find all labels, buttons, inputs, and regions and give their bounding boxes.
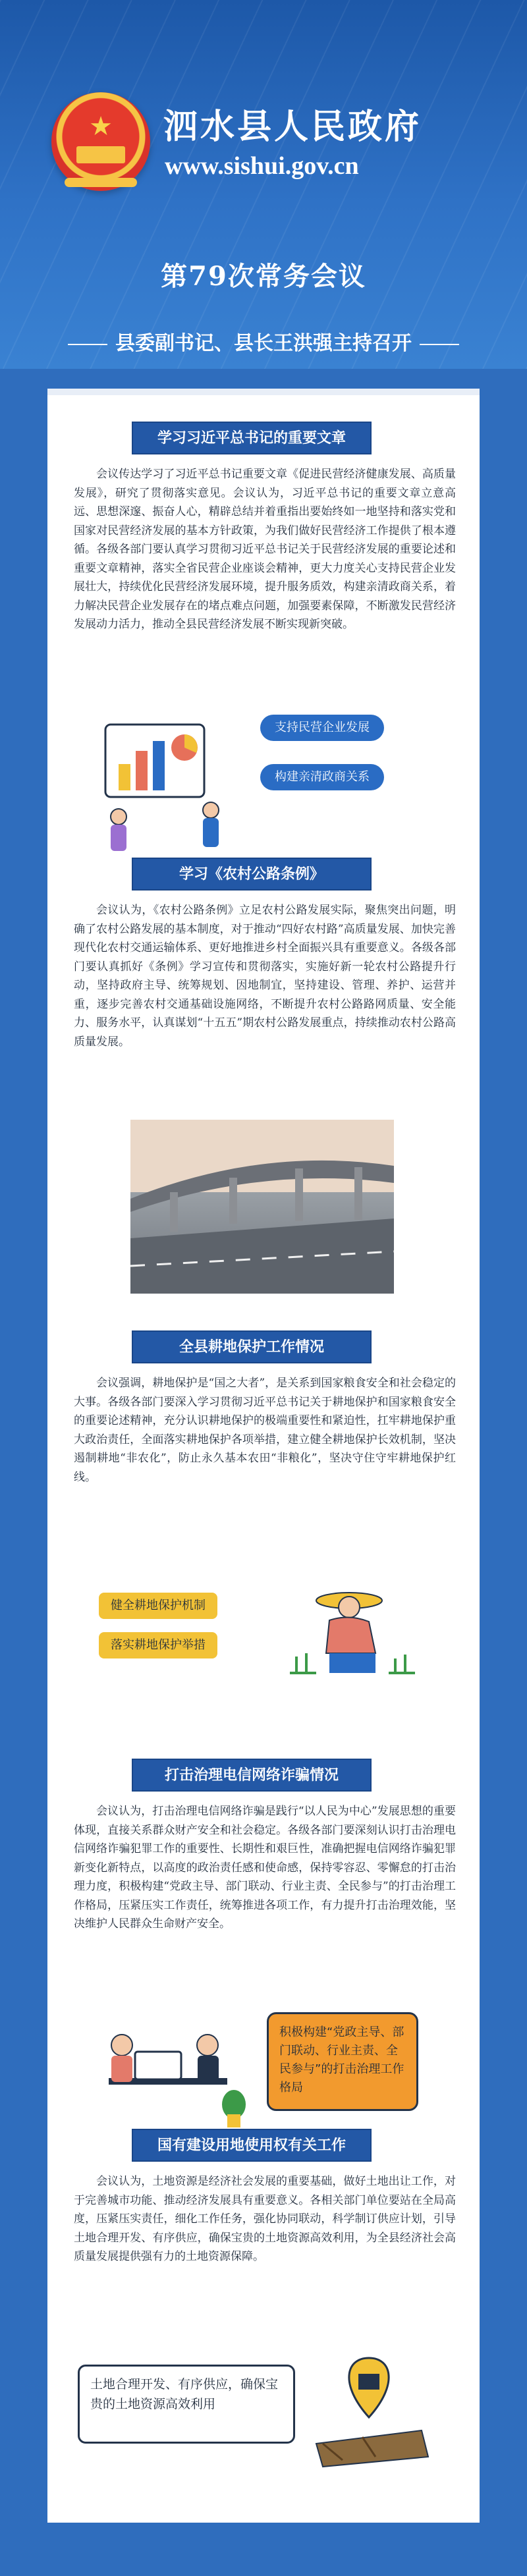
section-body-3: 会议强调，耕地保护是“国之大者”，是关系到国家粮食安全和社会稳定的大事。各级各部门要深入学习贯彻习近平总书记关于耕地保护和国家粮食安全的重要论述精神，充分认识耕地保护的极端重要性和紧迫性，扛牢耕地保护重大政治责任，全面落实耕地保护各项举措，建立健全耕地保护长效机制，坚决遏制耕地“非农化”，防止永久基本农田“非粮化”，坚决守住守牢耕地保护红线。 (74, 1377, 456, 1484)
site-url: www.sishui.gov.cn (165, 152, 359, 180)
section-body-2: 会议认为，《农村公路条例》立足农村公路发展实际，聚焦突出问题，明确了农村公路发展的基本制度，对于推动“四好农村路”高质量发展、加快完善现代化农村交通运输体系、更好地推进乡村全面振兴具有重要意义。各级各部门要认真抓好《条例》学习宣传和贯彻落实，实施好新一轮农村公路提升行动，坚持政府主导、统筹规划、因地制宜，坚持建设、管理、养护、运营并重，逐步完善农村交通基础设施网络，不断提升农村公路路网质量、安全能力、服务水平，认真谋划“十五五”期农村公路发展重点，持续推动农村公路高质量发展。 (74, 904, 456, 1049)
business-growth-illustration (92, 711, 244, 863)
land-pin-illustration (303, 2345, 435, 2477)
section-title-4: 打击治理电信网络诈骗情况 (132, 1759, 372, 1792)
section-body-5: 会议认为，土地资源是经济社会发展的重要基础，做好土地出让工作，对于完善城市功能、推动经济发展具有重要意义。各相关部门单位要站在全局高度，压紧压实责任，细化工作任务，强化协同联动，科学制订供应计划，引导土地合理开发、有序供应，确保宝贵的土地资源高效利用，为全县经济社会高质量发展提供强有力的土地资源保障。 (74, 2175, 456, 2263)
tag-clean-government-business: 构建亲清政商关系 (260, 764, 384, 790)
tag-farmland-mechanism: 健全耕地保护机制 (99, 1593, 217, 1619)
right-dash (420, 344, 459, 345)
farmer-planting-illustration (277, 1574, 428, 1686)
land-use-callout: 土地合理开发、有序供应，确保宝贵的土地资源高效利用 (78, 2365, 295, 2444)
chair-line (0, 327, 527, 356)
site-title: 泗水县人民政府 (163, 107, 422, 147)
meeting-title: 第79次常务会议 (161, 261, 366, 292)
section-title-3: 全县耕地保护工作情况 (132, 1330, 372, 1363)
section-title-5: 国有建设用地使用权有关工作 (132, 2129, 372, 2162)
section-title-1: 学习习近平总书记的重要文章 (132, 422, 372, 454)
section-body-1: 会议传达学习了习近平总书记重要文章《促进民营经济健康发展、高质量发展》，研究了贯彻落实意见。会议认为，习近平总书记的重要文章立意高远、思想深邃、振奋人心，精辟总结并着重指出要始终如一地坚持和落实党和国家对民营经济发展的基本方针政策，为我们做好民营经济工作提供了根本遵循。各级各部门要认真学习贯彻习近平总书记关于民营经济发展的重要论述和重要文章精神，落实全省民营企业座谈会精神，更大力度关心支持民营企业发展壮大，持续优化民营经济发展环境，提升服务质效，构建亲清政商关系，着力解决民营企业发展存在的堵点难点问题，加强要素保障，不断激发民营经济发展动力活力，推动全县民营经济发展不断实现新突破。 (74, 468, 456, 631)
chair-text: 县委副书记、县长王洪强主持召开 (115, 332, 412, 355)
section-body-4: 会议认为，打击治理电信网络诈骗是践行“以人民为中心”发展思想的重要体现，直接关系群众财产安全和社会稳定。各级各部门要深刻认识打击治理电信网络诈骗犯罪工作的重要性、长期性和艰巨性，准确把握电信网络诈骗犯罪新变化新特点，以高度的政治责任感和使命感，保持零容忍、零懈怠的打击治理力度，积极构建“党政主导、部门联动、行业主责、全民参与”的打击治理工作格局，压紧压实工作责任，统筹推进各项工作，有力提升打击治理效能，坚决维护人民群众生命财产安全。 (74, 1805, 456, 1931)
tag-support-private-enterprise: 支持民营企业发展 (260, 715, 384, 741)
footer-band (0, 2529, 527, 2576)
office-worker-illustration (96, 2006, 260, 2137)
section-title-2: 学习《农村公路条例》 (132, 858, 372, 891)
national-emblem-icon: ★ (51, 92, 150, 191)
highway-photo (130, 1120, 394, 1294)
tag-farmland-measures: 落实耕地保护举措 (99, 1632, 217, 1658)
left-dash (68, 344, 107, 345)
anti-fraud-callout: 积极构建“党政主导、部门联动、行业主责、全民参与”的打击治理工作格局 (267, 2012, 418, 2111)
